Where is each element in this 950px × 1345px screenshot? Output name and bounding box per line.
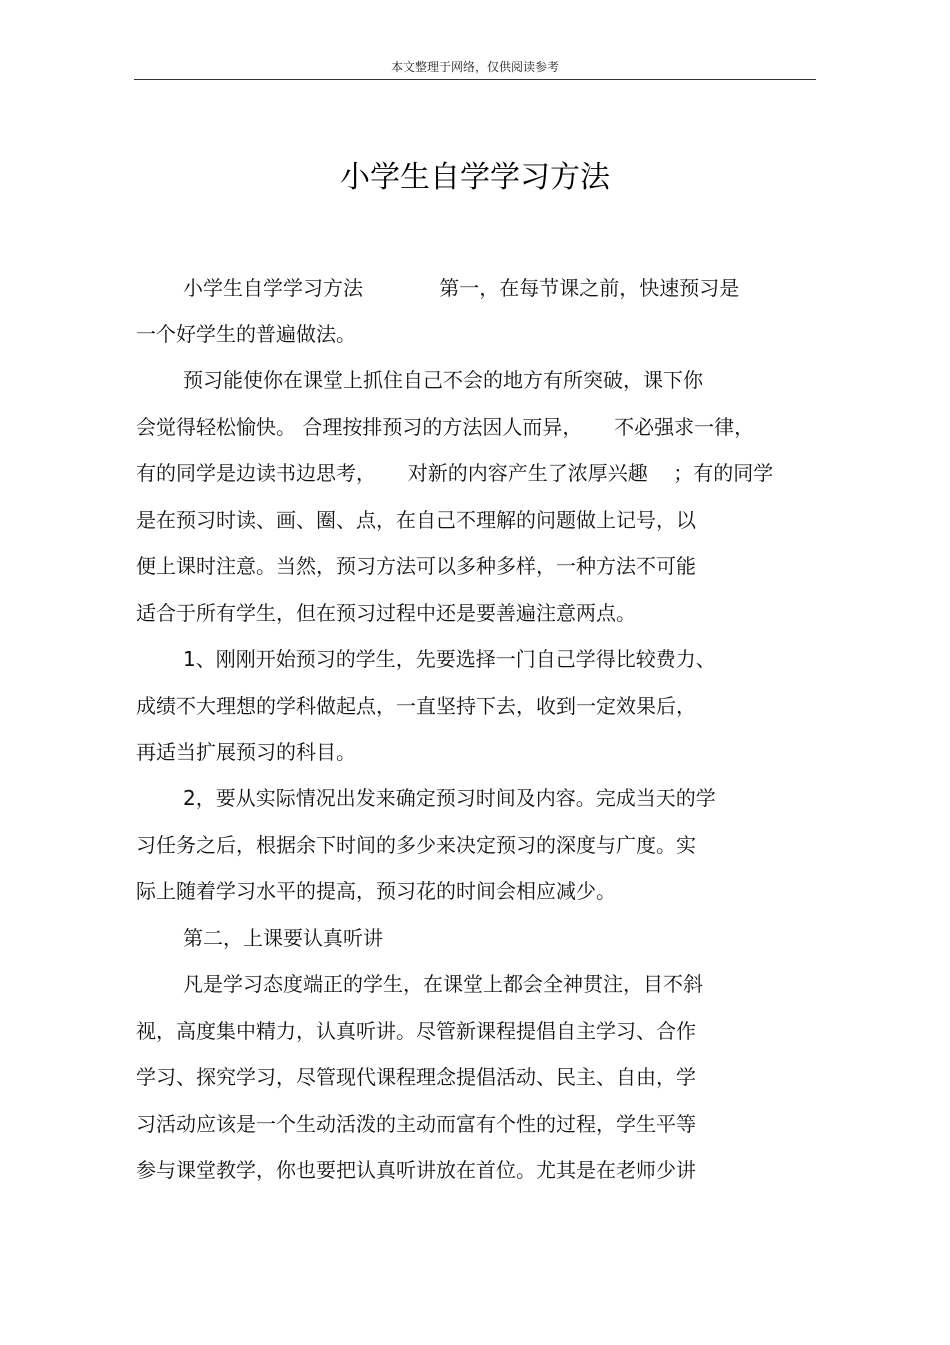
body-line: 1、刚刚开始预习的学生，先要选择一门自己学得比较费力、 <box>183 647 716 671</box>
body-line: 便上课时注意。当然，预习方法可以多种多样，一种方法不可能 <box>136 554 696 578</box>
body-line: 有的同学是边读书边思考， 对新的内容产生了浓厚兴趣 ；有的同学 <box>136 461 774 485</box>
body-line: 小学生自学学习方法 第一，在每节课之前，快速预习是 <box>183 276 740 300</box>
body-line: 习任务之后，根据余下时间的多少来决定预习的深度与广度。实 <box>136 833 696 857</box>
body-line: 际上随着学习水平的提高，预习花的时间会相应减少。 <box>136 879 616 903</box>
body-line: 一个好学生的普遍做法。 <box>136 322 356 346</box>
header-divider <box>134 79 816 80</box>
body-line: 学习、探究学习，尽管现代课程理念提倡活动、民主、自由，学 <box>136 1065 696 1089</box>
body-line: 凡是学习态度端正的学生，在课堂上都会全神贯注，目不斜 <box>183 972 703 996</box>
body-line: 适合于所有学生，但在预习过程中还是要善遍注意两点。 <box>136 601 636 625</box>
body-line: 是在预习时读、画、圈、点，在自己不理解的问题做上记号，以 <box>136 508 696 532</box>
body-line: 视，高度集中精力，认真听讲。尽管新课程提倡自主学习、合作 <box>136 1019 696 1043</box>
section-heading: 第二，上课要认真听讲 <box>183 926 383 950</box>
body-line: 预习能使你在课堂上抓住自己不会的地方有所突破，课下你 <box>183 368 703 392</box>
body-line: 2，要从实际情况出发来确定预习时间及内容。完成当天的学 <box>183 786 716 810</box>
body-line: 参与课堂教学，你也要把认真听讲放在首位。尤其是在老师少讲 <box>136 1158 696 1182</box>
page-header-note: 本文整理于网络，仅供阅读参考 <box>390 60 559 74</box>
body-line: 会觉得轻松愉快。 合理按排预习的方法因人而异， 不必强求一律， <box>136 415 755 439</box>
body-line: 成绩不大理想的学科做起点，一直坚持下去，收到一定效果后， <box>136 694 696 718</box>
body-line: 习活动应该是一个生动活泼的主动而富有个性的过程，学生平等 <box>136 1112 696 1136</box>
body-line: 再适当扩展预习的科目。 <box>136 740 356 764</box>
document-title: 小学生自学学习方法 <box>340 160 610 195</box>
